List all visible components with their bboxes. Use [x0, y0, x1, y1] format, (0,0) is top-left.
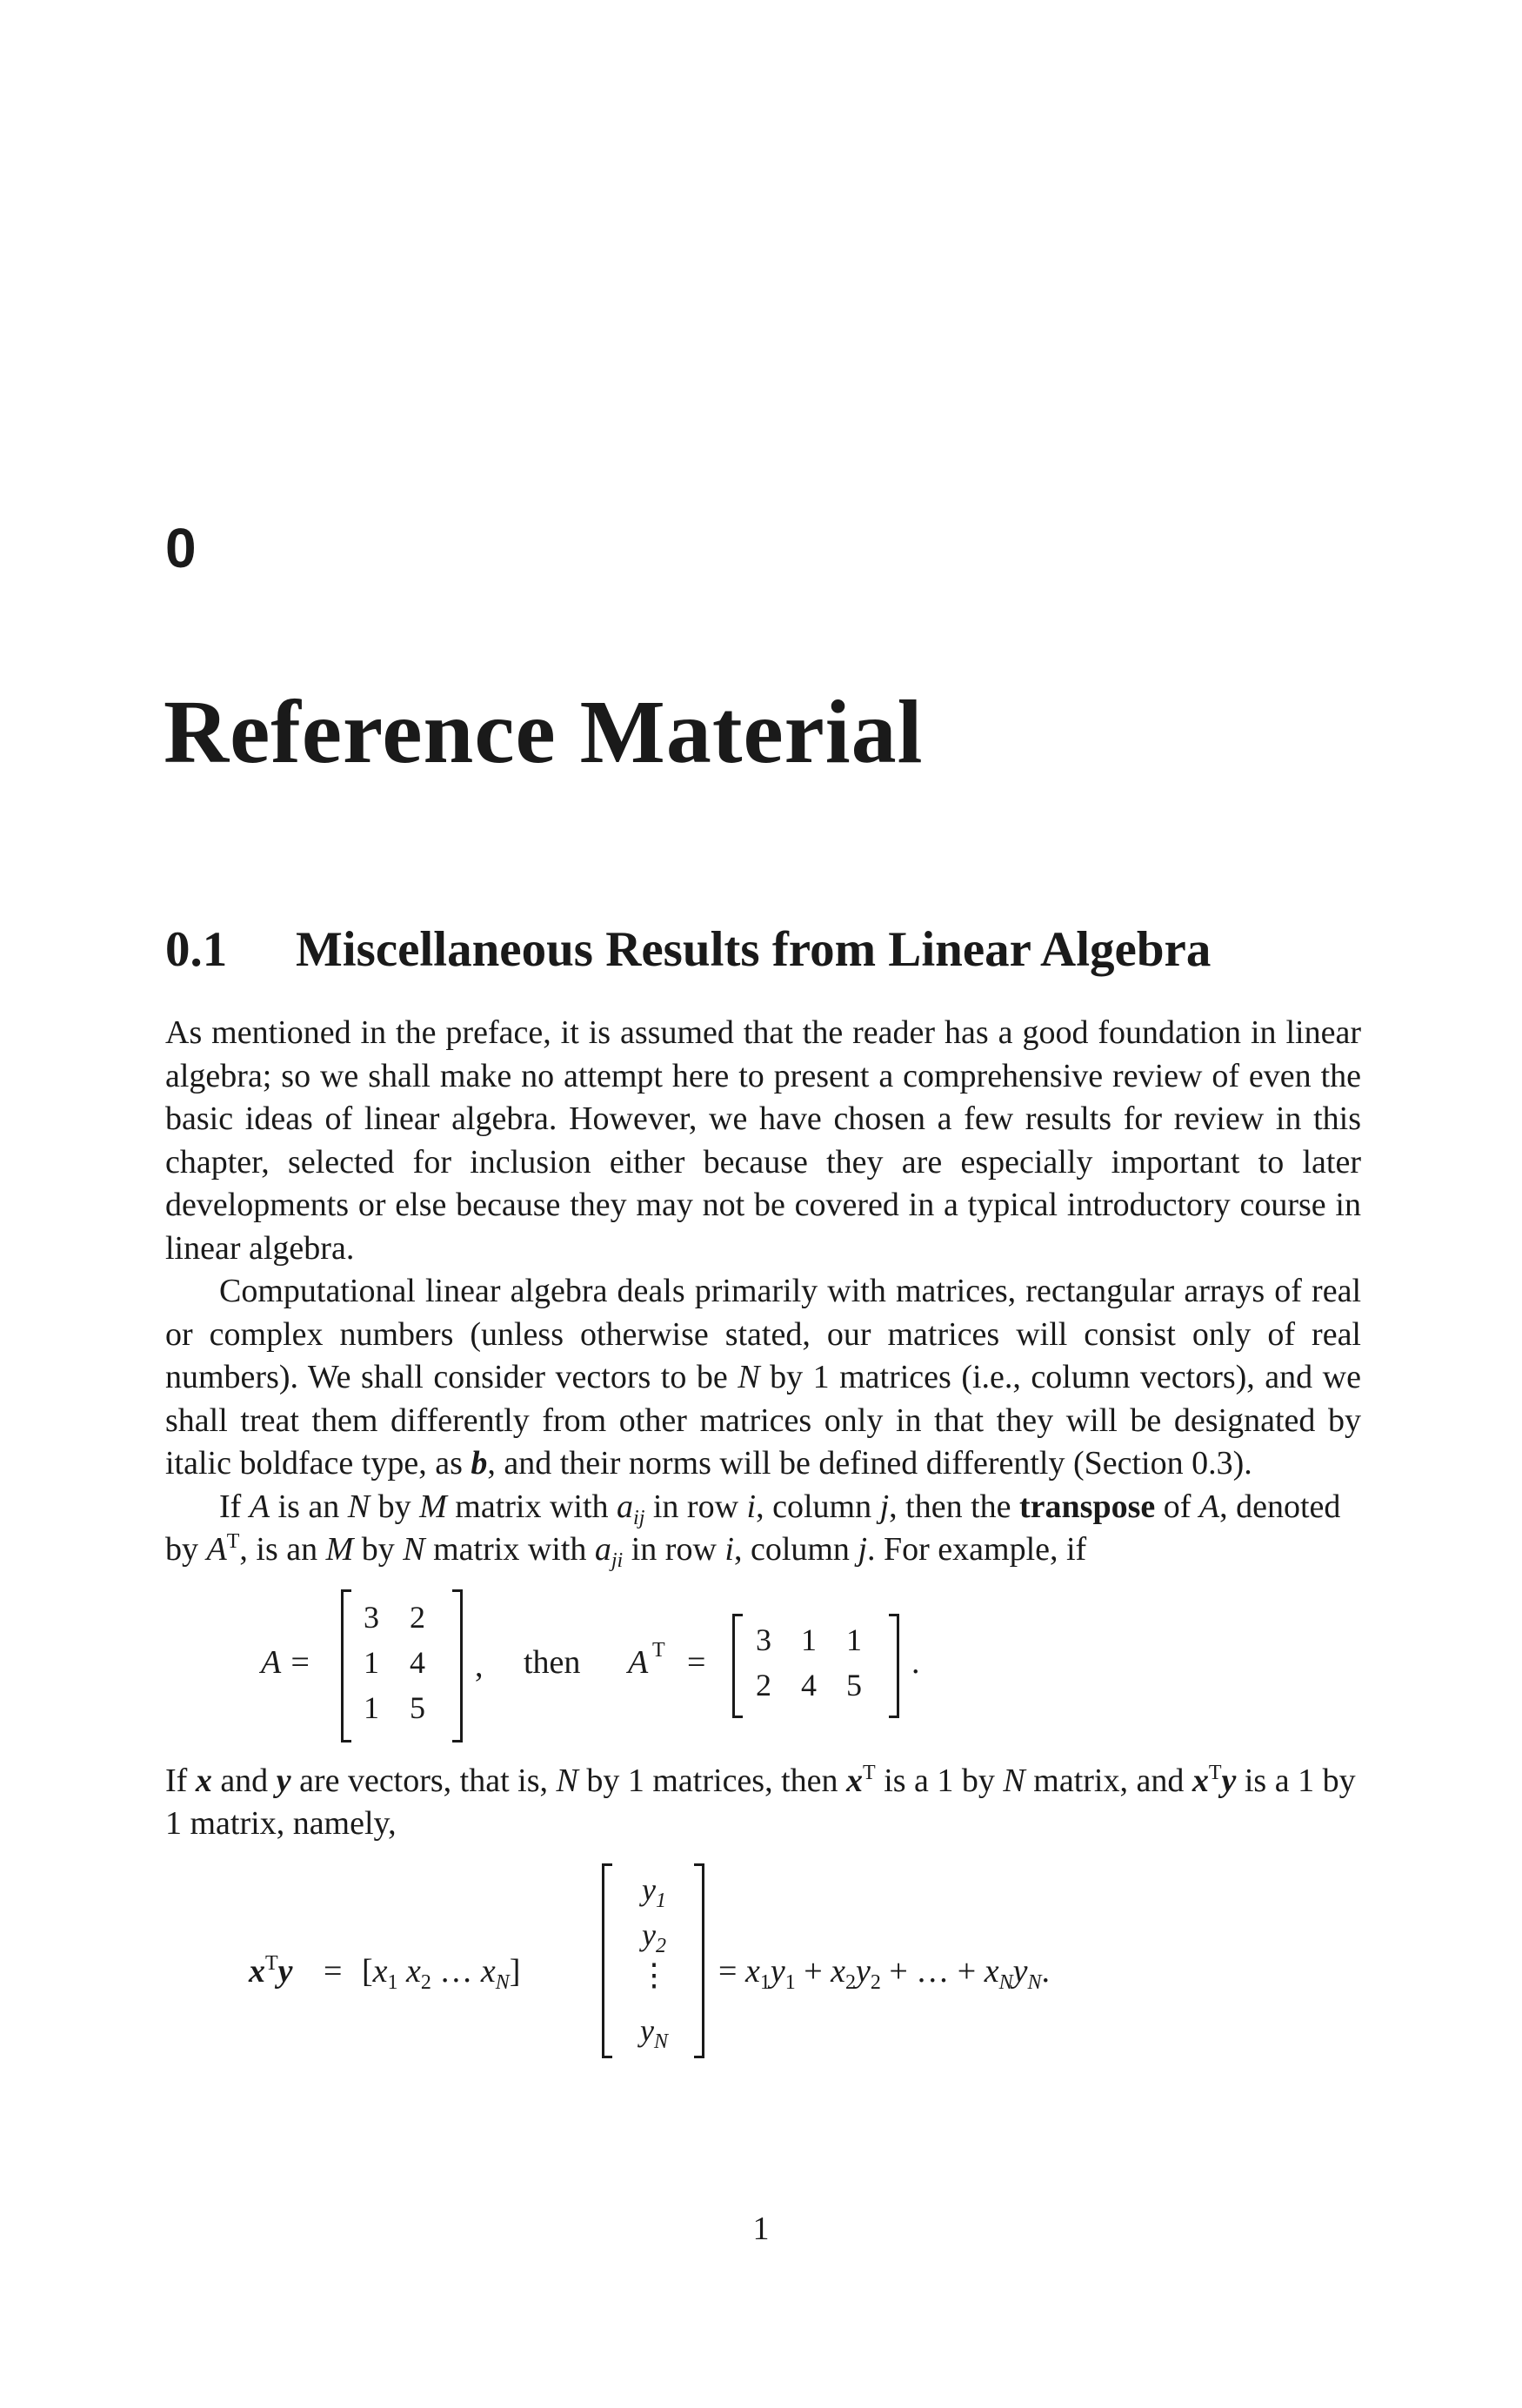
math-j: j: [858, 1531, 867, 1568]
p4-text: matrix, and: [1025, 1762, 1192, 1799]
math-y: y: [642, 1871, 656, 1907]
matrix-A-cell: 1: [364, 1644, 379, 1680]
math-y: y: [642, 1916, 656, 1952]
math-vector-x: x: [249, 1952, 265, 1990]
math-subscript: N: [1027, 1970, 1042, 1994]
math-vector-x: x: [846, 1762, 864, 1799]
math-x: x: [984, 1952, 999, 1990]
matrix-AT-cell: 4: [801, 1667, 817, 1702]
paragraph-2-text-b: by 1 matrices (i.e., column vectors), and we shall treat them differently from other matrices only in that they will be designated by italic boldface type, as: [165, 1359, 1361, 1482]
math-M: M: [419, 1488, 447, 1525]
eq2-equals: =: [324, 1952, 343, 1990]
math-a: a: [617, 1488, 634, 1525]
math-vector-y: y: [1221, 1762, 1237, 1799]
math-subscript: 1: [655, 1889, 666, 1912]
matrix-A-cell: 4: [410, 1644, 425, 1680]
math-superscript-T: T: [265, 1951, 278, 1975]
math-subscript: 1: [784, 1970, 796, 1994]
math-j: j: [879, 1488, 890, 1525]
term-transpose: transpose: [1019, 1488, 1156, 1525]
paragraph-2-text-a: Computational linear algebra deals primarily with matrices, rectangular arrays of real or complex numbers (unless otherwise stated, our matrices will consist only of real numbers). We shall consider vectors to be: [165, 1273, 1361, 1395]
matrix-AT-cell: 2: [756, 1667, 771, 1702]
math-x: x: [831, 1952, 845, 1990]
math-x: x: [406, 1952, 421, 1990]
math-superscript-T: T: [226, 1530, 240, 1553]
math-i: i: [724, 1531, 734, 1568]
math-subscript: N: [998, 1970, 1013, 1994]
matrix-AT-left-bracket: [732, 1614, 743, 1718]
p3-text: is an: [270, 1488, 348, 1525]
p4-text: are vectors, that is,: [290, 1762, 557, 1799]
math-subscript: 1: [759, 1970, 771, 1994]
math-vector-y: y: [276, 1762, 291, 1799]
math-N: N: [1003, 1762, 1025, 1799]
equation-transpose-example: [165, 1572, 1361, 1760]
column-vector-right-bracket: [694, 1863, 704, 2058]
p3-text: by: [370, 1488, 420, 1525]
math-N: N: [347, 1488, 370, 1525]
math-ellipsis: …: [439, 1952, 473, 1990]
eq1-lhs2-superscript: T: [652, 1638, 665, 1662]
math-N: N: [738, 1359, 760, 1395]
math-equals: =: [718, 1952, 745, 1990]
math-y: y: [856, 1952, 871, 1990]
p3-text: of: [1155, 1488, 1199, 1525]
math-subscript: 1: [387, 1970, 398, 1994]
section-heading: [165, 920, 1211, 980]
math-subscript: 2: [845, 1970, 856, 1994]
p3-text: matrix with: [446, 1488, 617, 1525]
eq2-row-vector: [362, 1950, 520, 1994]
page-number: 1: [752, 2211, 770, 2247]
paragraph-3: [165, 1486, 1361, 1572]
math-y: y: [1012, 1952, 1028, 1990]
math-vector-b: b: [471, 1445, 488, 1482]
column-vector-cell: [619, 1914, 689, 1957]
math-N: N: [556, 1762, 578, 1799]
math-y: y: [770, 1952, 785, 1990]
math-A: A: [1198, 1488, 1220, 1525]
math-y: y: [640, 2012, 654, 2048]
math-subscript: 2: [420, 1970, 431, 1994]
p3-text: , then the: [889, 1488, 1019, 1525]
matrix-A-cell: 1: [364, 1689, 379, 1725]
row-vector-open-bracket: [: [362, 1952, 373, 1990]
matrix-AT-cell: 3: [756, 1622, 771, 1657]
paragraph-1: As mentioned in the preface, it is assumed that the reader has a good foundation in linear algebra; so we shall make no attempt here to present a comprehensive review of even the basic ideas of linear algebra. However, we have chosen a few results for review in this chapter, selected for inclusion either because they are especially important to later developments or else because they may not be covered in a typical introductory course in linear algebra.: [165, 1014, 1361, 1267]
eq2-lhs: [249, 1950, 293, 1994]
matrix-A-cell: 3: [364, 1599, 379, 1635]
p3-text: matrix with: [424, 1531, 595, 1568]
eq1-lhs2: A: [628, 1643, 649, 1681]
chapter-title: Reference Material: [164, 682, 924, 782]
column-vector-left-bracket: [602, 1863, 612, 2058]
math-subscript-ji: ji: [611, 1549, 624, 1572]
p3-text: , column: [733, 1531, 858, 1568]
eq1-then: then: [524, 1643, 581, 1681]
p4-text: is a 1 by: [875, 1762, 1004, 1799]
column-vector-cell: [619, 1869, 689, 1912]
column-vector-cell: [619, 2010, 689, 2053]
section-title: Miscellaneous Results from Linear Algebra: [296, 922, 1212, 977]
p3-text: by: [353, 1531, 404, 1568]
p3-text: in row: [644, 1488, 747, 1525]
matrix-A-left-bracket: [341, 1589, 351, 1742]
math-subscript: 2: [655, 1934, 666, 1957]
column-vector-vdots: ⋮: [638, 1956, 670, 1992]
matrix-A-cell: 2: [410, 1599, 425, 1635]
math-plus-ellipsis: + … +: [880, 1952, 985, 1990]
chapter-number: 0: [165, 517, 197, 579]
math-M: M: [325, 1531, 354, 1568]
body-text: [165, 1012, 1361, 2074]
math-x: x: [480, 1952, 496, 1990]
math-vector-x: x: [195, 1762, 212, 1799]
p4-text: by 1 matrices, then: [577, 1762, 847, 1799]
math-N: N: [403, 1531, 425, 1568]
row-vector-close-bracket: ]: [509, 1952, 521, 1990]
section-number: 0.1: [165, 922, 228, 977]
p3-text: in row: [623, 1531, 725, 1568]
p3-text: . For example, if: [867, 1531, 1087, 1568]
eq1-lhs: A =: [261, 1643, 311, 1681]
eq2-rhs: [718, 1950, 1050, 1994]
matrix-AT-cell: 5: [846, 1667, 862, 1702]
math-vector-x: x: [1192, 1762, 1209, 1799]
math-superscript-T: T: [863, 1761, 876, 1784]
p3-text: , column: [756, 1488, 880, 1525]
p3-text: , denoted by: [165, 1488, 1341, 1568]
math-subscript-ij: ij: [633, 1506, 645, 1529]
math-subscript: 2: [870, 1970, 881, 1994]
paragraph-4: [165, 1760, 1361, 1846]
math-subscript: N: [495, 1970, 510, 1994]
eq1-comma: ,: [475, 1647, 484, 1684]
math-A: A: [249, 1488, 270, 1525]
p4-text: is a 1 by 1 matrix, namely,: [165, 1762, 1356, 1842]
eq1-equals: =: [687, 1643, 706, 1681]
eq1-period: .: [911, 1643, 920, 1681]
p3-text: If: [219, 1488, 250, 1525]
math-period: .: [1041, 1952, 1051, 1990]
math-subscript: N: [653, 2030, 668, 2053]
p4-text: and: [211, 1762, 277, 1799]
p4-text: If: [165, 1762, 196, 1799]
math-x: x: [372, 1952, 388, 1990]
matrix-AT-cell: 1: [801, 1622, 817, 1657]
paragraph-2-text-c: , and their norms will be defined differently (Section 0.3).: [487, 1445, 1252, 1482]
math-superscript-T: T: [1208, 1761, 1222, 1784]
math-a: a: [594, 1531, 611, 1568]
math-vector-y: y: [277, 1952, 293, 1990]
math-A: A: [206, 1531, 227, 1568]
matrix-A-cell: 5: [410, 1689, 425, 1725]
p3-text: , is an: [239, 1531, 326, 1568]
math-plus: +: [795, 1952, 831, 1990]
math-i: i: [746, 1488, 757, 1525]
paragraph-2: [165, 1270, 1361, 1486]
matrix-AT-cell: 1: [846, 1622, 862, 1657]
math-x: x: [744, 1952, 760, 1990]
equation-inner-product: [165, 1846, 1361, 2074]
matrix-AT-right-bracket: [889, 1614, 899, 1718]
matrix-A-right-bracket: [452, 1589, 463, 1742]
